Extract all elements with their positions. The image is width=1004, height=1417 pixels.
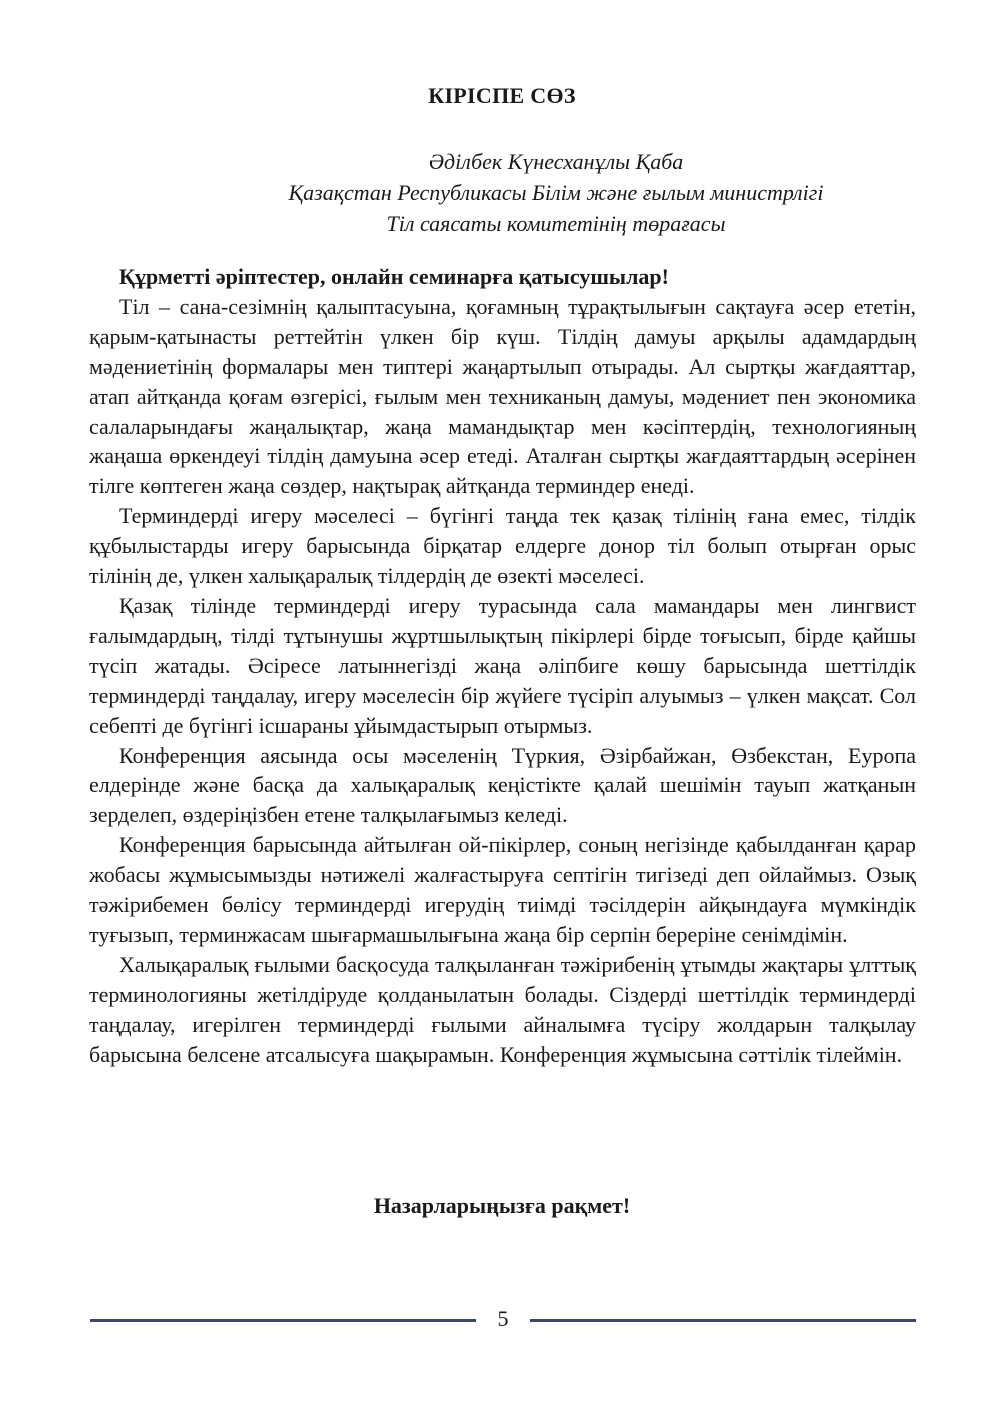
paragraph-1: Тіл – сана-сезімнің қалыптасуына, қоғамның тұрақтылығын сақтауға әсер ететін, қарым-қатынасты реттейтін үлкен бір күш. Тілдің дамуы арқылы адамдардың мәдениетінің формалары мен типтері жаңартылып отырады. Ал сыртқы жағдаяттар, атап айтқанда қоғам өзгерісі, ғылым мен техниканың дамуы, мәдениет пен экономика салаларындағы жаңалықтар, жаңа мамандықтар мен кәсіптердің, технологияның жаңаша өркендеуі тілдің дамуына әсер етеді. Аталған сыртқы жағдаяттардың әсерінен тілге көптеген жаңа сөздер, нақтырақ айтқанда терминдер енеді. bbox=[89, 293, 916, 499]
paragraph-3: Қазақ тілінде терминдерді игеру турасында сала мамандары мен лингвист ғалымдардың, тілді тұтынушы жұртшылықтың пікірлері бірде тоғысып, бірде қайшы түсіп жатады. Әсіресе латыннегізді жаңа әліпбиге көшу барысында шеттілдік терминдерді таңдалау, игеру мәселесін бір жүйеге түсіріп алуымыз – үлкен мақсат. Сол себепті де бүгінгі ісшараны ұйымдастырып отырмыз. bbox=[89, 592, 916, 738]
footer-rule-left bbox=[90, 1319, 476, 1322]
paragraph-4: Конференция аясында осы мәселенің Түркия, Әзірбайжан, Өзбекстан, Еуропа елдерінде және басқа да халықаралық кеңістікте қалай шешімін тауып жатқанын зерделеп, өздеріңізбен етене талқылағымыз келеді. bbox=[89, 742, 916, 828]
author-block bbox=[0, 146, 1004, 239]
footer-rule-right bbox=[530, 1319, 916, 1322]
paragraph-2: Терминдерді игеру мәселесі – бүгінгі таңда тек қазақ тілінің ғана емес, тілдік құбылыстарды игеру барысында бірқатар елдерге донор тіл болып отырған орыс тілінің де, үлкен халықаралық тілдердің де өзекті мәселесі. bbox=[89, 503, 916, 589]
page-title: КІРІСПЕ СӨЗ bbox=[428, 83, 576, 108]
author-name: Әділбек Күнесханұлы Қаба bbox=[428, 149, 684, 174]
page-number: 5 bbox=[497, 1306, 509, 1331]
author-position-line2: Тіл саясаты комитетінің төрағасы bbox=[386, 211, 726, 236]
paragraph-6: Халықаралық ғылыми басқосуда талқыланған тәжірибенің ұтымды жақтары ұлттық терминологияны жетілдіруде қолданылатын болады. Сіздерді шеттілдік терминдерді таңдалау, игерілген терминдерді ғылыми айналымға түсіру жолдарын талқылау барысына белсене атсалысуға шақырамын. Конференция жұмысына сәттілік тілеймін. bbox=[89, 951, 916, 1067]
author-position-line1: Қазақстан Республикасы Білім және ғылым министрлігі bbox=[288, 180, 824, 205]
greeting: Құрметті әріптестер, онлайн семинарға қатысушылар! bbox=[119, 264, 669, 289]
closing-line: Назарларыңызға рақмет! bbox=[373, 1193, 631, 1218]
paragraph-5: Конференция барысында айтылған ой-пікірлер, соның негізінде қабылданған қарар жобасы жұмысымызды нәтижелі жалғастыруға септігін тигізеді деп ойлаймыз. Озық тәжірибемен бөлісу терминдерді игерудің тиімді тәсілдерін айқындауға мүмкіндік туғызып, терминжасам шығармашылығына жаңа бір серпін берерiне сенімдімін. bbox=[89, 832, 916, 947]
body-text bbox=[89, 262, 916, 1069]
